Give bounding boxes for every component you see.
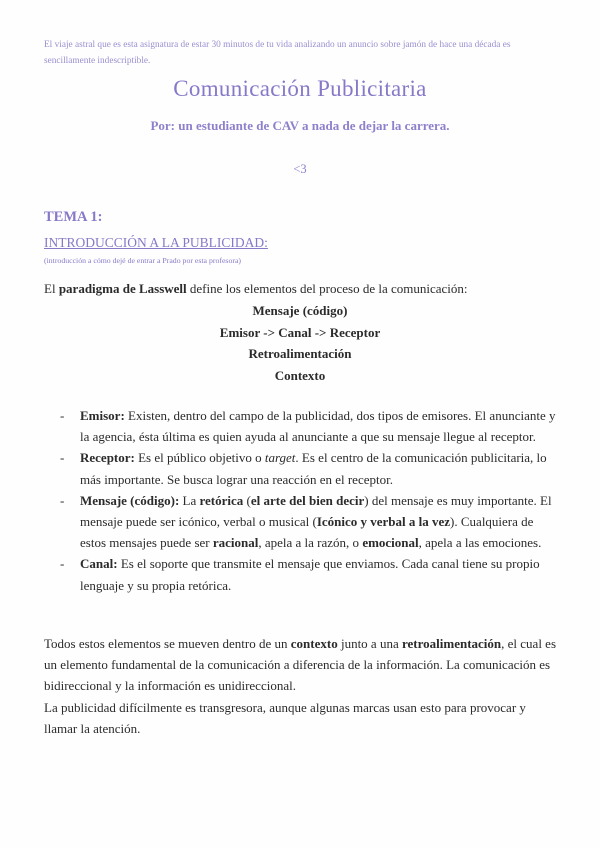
- item-label: Emisor:: [80, 408, 125, 423]
- item-text: Es el público objetivo o: [134, 450, 265, 466]
- element-line: Contexto: [274, 367, 326, 383]
- text: define los elementos del proceso de la comunicación:: [186, 281, 468, 296]
- text: junto a una: [337, 636, 402, 651]
- item-text: , apela a la razón, o: [258, 535, 363, 551]
- communication-elements: [0, 300, 600, 386]
- element-line: Retroalimentación: [248, 346, 352, 361]
- item-text: , apela a las emociones.: [418, 535, 542, 551]
- item-label: Receptor:: [80, 450, 135, 466]
- bold-text: retórica: [199, 492, 244, 508]
- epigraph: El viaje astral que es esta asignatura de estar 30 minutos de tu vida analizando un anuncio sobre jamón de hace una década es sencillamente indescriptible.: [44, 40, 511, 66]
- dash-bullet: -: [60, 492, 65, 508]
- bold-text: contexto: [290, 636, 338, 651]
- text: La publicidad difícilmente es transgresora, aunque algunas marcas usan esto para provocar y llamar la atención.: [44, 699, 526, 736]
- item-text: Existen, dentro del campo de la publicidad, dos tipos de emisores. El anunciante y la agencia, ésta última es quien ayuda al anunciante a que su mensaje llegue al receptor.: [80, 408, 556, 445]
- dash-bullet: -: [60, 450, 65, 466]
- closing-paragraph: [44, 633, 559, 739]
- item-text: La: [179, 492, 200, 508]
- list-item-mensaje: [60, 490, 560, 554]
- section-heading: INTRODUCCIÓN A LA PUBLICIDAD:: [44, 235, 268, 250]
- element-line: Mensaje (código): [252, 303, 348, 318]
- item-label: Canal:: [80, 556, 118, 572]
- dash-bullet: -: [60, 408, 65, 423]
- bold-text: racional: [212, 535, 259, 551]
- bold-text: el arte del bien decir: [250, 492, 365, 508]
- list-item-receptor: [60, 447, 560, 489]
- list-item-canal: [60, 553, 560, 595]
- bold-text: emocional: [362, 535, 419, 551]
- subtitle: Por: un estudiante de CAV a nada de dejar la carrera.: [150, 118, 450, 133]
- item-text: (: [243, 492, 251, 508]
- page-title: Comunicación Publicitaria: [173, 76, 427, 101]
- item-text: ) del mensaje es muy importante. El mensaje puede ser icónico, verbal o musical (: [80, 492, 552, 530]
- text: , el cual es un elemento fundamental de la comunicación a diferencia de la información. La comunicación es bidireccional y la información es unidireccional.: [44, 636, 557, 694]
- text: El: [44, 281, 59, 296]
- bold-text: paradigma de Lasswell: [58, 281, 187, 296]
- list-item-emisor: [60, 405, 560, 447]
- heart-text: <3: [293, 162, 307, 176]
- item-text: ). Cualquiera de estos mensajes puede ser: [80, 514, 534, 551]
- text: Todos estos elementos se mueven dentro de un: [44, 636, 291, 651]
- dash-bullet: -: [60, 556, 65, 572]
- bold-text: retroalimentación: [401, 636, 502, 651]
- bold-text: Icónico y verbal a la vez: [316, 514, 451, 530]
- topic-heading: TEMA 1:: [44, 209, 103, 225]
- italic-text: target: [264, 450, 296, 466]
- lasswell-paragraph: [44, 281, 564, 297]
- item-text: . Es el centro de la comunicación publicitaria, lo más importante. Se busca lograr una reacción en el receptor.: [80, 450, 547, 487]
- element-line: Emisor -> Canal -> Receptor: [219, 324, 381, 340]
- item-text: Es el soporte que transmite el mensaje que enviamos. Cada canal tiene su propio lenguaje y su propia retórica.: [80, 556, 540, 593]
- item-label: Mensaje (código):: [80, 492, 180, 508]
- elements-list: [60, 405, 560, 596]
- section-note: (introducción a cómo dejé de entrar a Prado por esta profesora): [44, 256, 242, 265]
